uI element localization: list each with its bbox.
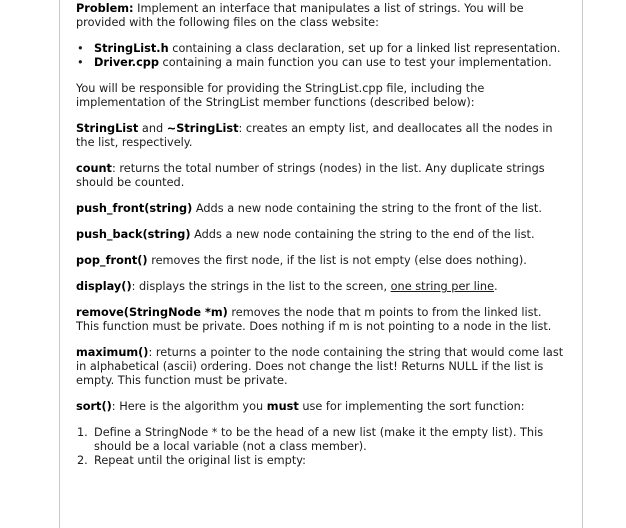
function-desc: Adds a new node containing the string to the end of the list. [190,228,535,241]
function-desc: : returns the total number of strings (nodes) in the list. Any duplicate strings should be counted. [76,162,545,189]
function-name: ~StringList [166,122,239,135]
file-desc: containing a main function you can use to test your implementation. [158,56,552,69]
intro-paragraph: You will be responsible for providing the StringList.cpp file, including the implementation of the StringList member functions (described below): [76,82,485,109]
document-content [76,2,568,468]
underlined-text: one string per line [390,280,495,293]
step-text: Define a StringNode * to be the head of a new list (make it the empty list). This should be a local variable (not a class member). [94,426,544,453]
list-item [76,426,568,454]
function-name: display() [76,280,132,293]
function-name: count [76,162,112,175]
bullet-icon: • [77,42,84,55]
list-item [76,454,568,468]
page-border-left [59,0,60,528]
list-item [76,56,568,70]
remove-paragraph [76,306,568,334]
function-desc: : creates an empty list, and deallocates all the nodes in the list, respectively. [76,122,553,149]
function-name: pop_front() [76,254,148,267]
file-name: StringList.h [94,42,169,55]
function-desc: removes the node that m points to from the linked list. This function must be private. Does nothing if m is not pointing to a node in the list. [76,306,552,333]
push-back-paragraph [76,228,568,242]
step-text: Repeat until the original list is empty: [94,454,306,467]
function-name: StringList [76,122,139,135]
problem-text: Implement an interface that manipulates a list of strings. You will be provided with the following files on the class website: [76,2,524,29]
problem-label: Problem: [76,2,134,15]
bullet-icon: • [77,56,84,69]
function-desc: removes the first node, if the list is not empty (else does nothing). [147,254,527,267]
constructor-paragraph: StringList and ~StringList: creates an empty list, and deallocates all the nodes in the list, respectively. [76,122,553,149]
push-front-paragraph [76,202,568,216]
function-desc: : returns a pointer to the node containing the string that would come last in alphabetical (ascii) ordering. Does not change the list! Returns NULL if the list is empty. This function must be private. [76,346,564,387]
pop-front-paragraph [76,254,568,268]
function-name: push_back(string) [76,228,191,241]
problem-paragraph [76,2,568,30]
count-paragraph [76,162,568,190]
list-item [76,42,568,56]
function-name: push_front(string) [76,202,193,215]
sort-paragraph: sort(): Here is the algorithm you must use for implementing the sort function: [76,400,525,413]
file-name: Driver.cpp [94,56,159,69]
function-name: sort() [76,400,112,413]
function-desc: : displays the strings in the list to the screen, [131,280,391,293]
display-paragraph: display(): displays the strings in the list to the screen, one string per line. [76,280,498,293]
step-number: 1. [77,426,88,439]
maximum-paragraph [76,346,568,388]
step-number: 2. [77,454,88,467]
emphasis-must: must [266,400,299,413]
files-list [76,42,568,70]
function-desc: : Here is the algorithm you [111,400,267,413]
file-desc: containing a class declaration, set up for a linked list representation. [168,42,561,55]
function-desc: Adds a new node containing the string to the front of the list. [192,202,542,215]
function-name: remove(StringNode *m) [76,306,228,319]
page-border-right [582,0,583,528]
sort-steps-list [76,426,568,468]
function-name: maximum() [76,346,149,359]
